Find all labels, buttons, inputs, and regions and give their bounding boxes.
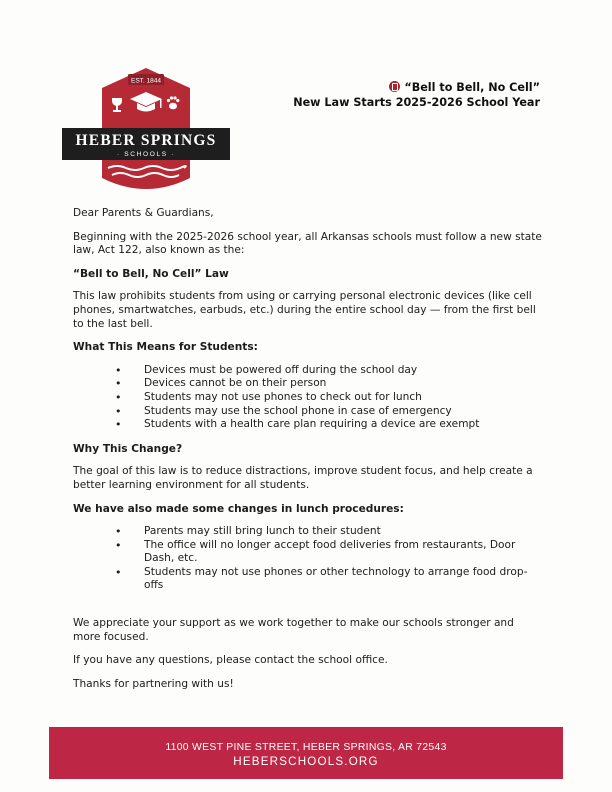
closing-line: Thanks for partnering with us! xyxy=(73,677,234,690)
footer-address: 1100 WEST PINE STREET, HEBER SPRINGS, AR 72543 xyxy=(165,742,447,753)
list-item: • The office will no longer accept food deliveries from restaurants, Door Dash, etc. xyxy=(73,539,543,566)
students-list xyxy=(73,364,543,432)
list-item: • Students may not use phones or other technology to arrange food drop-offs xyxy=(73,566,543,593)
why-heading: Why This Change? xyxy=(73,442,183,455)
salutation: Dear Parents & Guardians, xyxy=(73,207,214,219)
students-heading: What This Means for Students: xyxy=(73,341,258,354)
list-item: • Devices must be powered off during the school day xyxy=(73,364,543,378)
why-paragraph: The goal of this law is to reduce distractions, improve student focus, and help create a better learning environment for all students. xyxy=(73,465,533,491)
header-subtitle: New Law Starts 2025-2026 School Year xyxy=(293,96,540,109)
list-item: • Students may not use phones to check out for lunch xyxy=(73,391,543,405)
appreciation-paragraph: We appreciate your support as we work together to make our schools stronger and more focused. xyxy=(73,617,514,643)
logo-subtitle: · SCHOOLS · xyxy=(117,151,175,158)
school-logo-graphic xyxy=(62,64,230,200)
header-title: “Bell to Bell, No Cell” xyxy=(404,81,540,94)
questions-paragraph: If you have any questions, please contact the school office. xyxy=(73,654,388,667)
intro-paragraph: Beginning with the 2025-2026 school year, all Arkansas schools must follow a new state law, Act 122, also known as the: xyxy=(73,230,542,257)
logo-school-name: HEBER SPRINGS xyxy=(75,132,217,149)
no-phone-icon xyxy=(389,81,400,92)
lunch-list xyxy=(73,525,543,593)
school-logo xyxy=(62,64,230,200)
law-name-heading: “Bell to Bell, No Cell” Law xyxy=(73,267,229,280)
footer-banner xyxy=(49,727,563,779)
logo-established-text: EST. 1844 xyxy=(131,77,161,85)
list-item: • Parents may still bring lunch to their student xyxy=(73,525,543,539)
footer-website: HEBERSCHOOLS.ORG xyxy=(233,755,379,768)
lunch-heading: We have also made some changes in lunch procedures: xyxy=(73,502,404,515)
letter-body xyxy=(73,207,543,701)
law-description: This law prohibits students from using or carrying personal electronic devices (like cell phones, smartwatches, earbuds, etc.) during the entire school day — from the first bell to the last bell. xyxy=(73,290,536,330)
header-note xyxy=(293,80,540,110)
list-item: • Students may use the school phone in case of emergency xyxy=(73,405,543,419)
list-item: • Devices cannot be on their person xyxy=(73,377,543,391)
header-title-line xyxy=(293,80,540,95)
list-item: • Students with a health care plan requiring a device are exempt xyxy=(73,418,543,432)
